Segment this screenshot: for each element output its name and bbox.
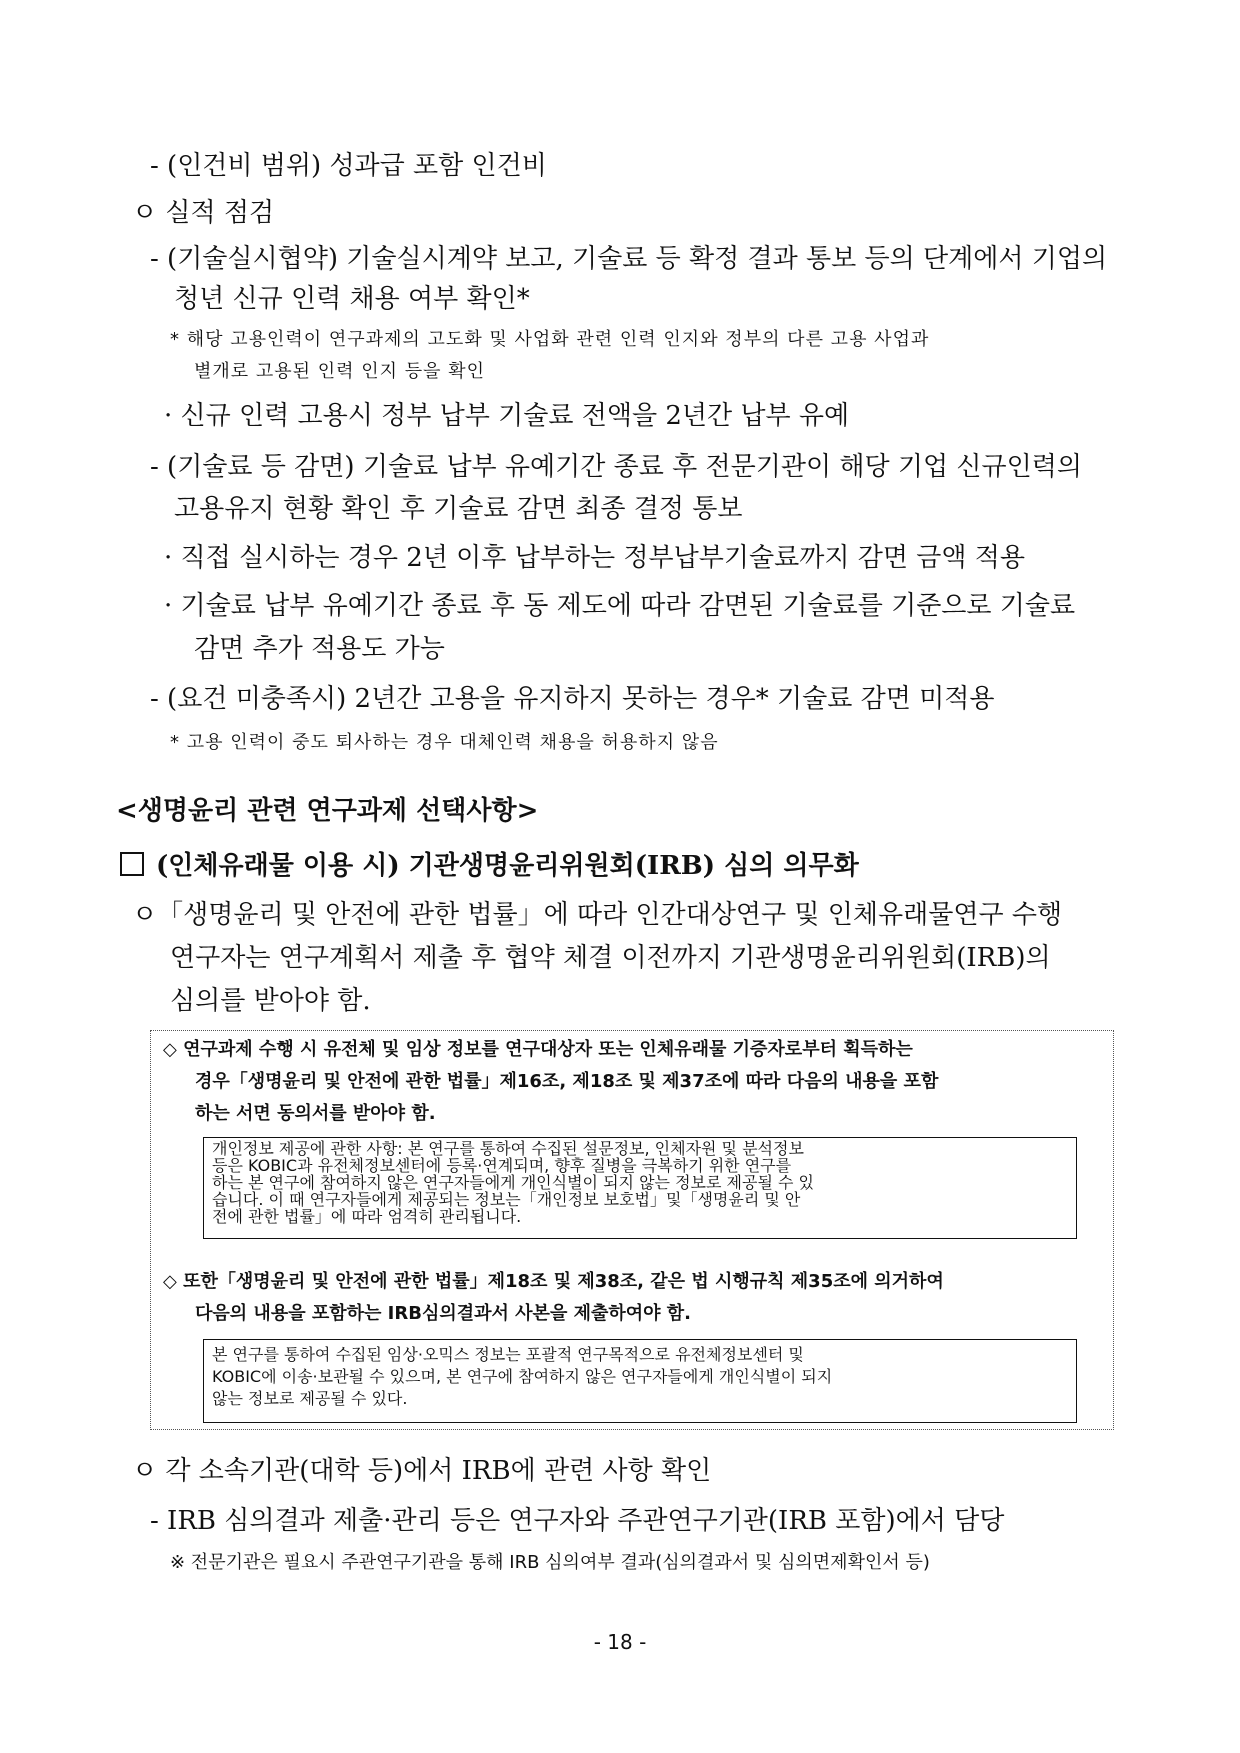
- box-bullet-1a: ◇ 연구과제 수행 시 유전체 및 임상 정보를 연구대상자 또는 인체유래물 기증자로부터 획득하는: [163, 1039, 913, 1060]
- line-deferral: · 신규 인력 고용시 정부 납부 기술료 전액을 2년간 납부 유예: [164, 401, 850, 431]
- note-reference: ※ 전문기관은 필요시 주관연구기관을 통해 IRB 심의여부 결과(심의결과서 및 심의면제확인서 등): [170, 1552, 930, 1573]
- box-bullet-1c: 하는 서면 동의서를 받아야 함.: [195, 1103, 436, 1124]
- line-law-cont2: 심의를 받아야 함.: [170, 986, 371, 1016]
- line-requirement: - (요건 미충족시) 2년간 고용을 유지하지 못하는 경우* 기술료 감면 미적용: [150, 684, 995, 714]
- consent-line-4: 습니다. 이 때 연구자들에게 제공되는 정보는「개인정보 보호법」및「생명윤리 및 안: [212, 1190, 801, 1209]
- irb-line-3: 않는 정보로 제공될 수 있다.: [212, 1389, 408, 1408]
- box-bullet-2a: ◇ 또한「생명윤리 및 안전에 관한 법률」제18조 및 제38조, 같은 법 시행규칙 제35조에 의거하여: [163, 1271, 944, 1292]
- box-bullet-2b: 다음의 내용을 포함하는 IRB심의결과서 사본을 제출하여야 함.: [195, 1303, 692, 1324]
- line-tech-agreement-cont: 청년 신규 인력 채용 여부 확인*: [174, 284, 530, 314]
- line-irb-check: ㅇ 각 소속기관(대학 등)에서 IRB에 관련 사항 확인: [132, 1456, 712, 1486]
- box-bullet-1b: 경우「생명윤리 및 안전에 관한 법률」제16조, 제18조 및 제37조에 따라 다음의 내용을 포함: [195, 1071, 939, 1092]
- consent-line-1: 개인정보 제공에 관한 사항: 본 연구를 통하여 수집된 설문정보, 인체자원 및 분석정보: [212, 1139, 804, 1158]
- line-tech-agreement: - (기술실시협약) 기술실시계약 보고, 기술료 등 확정 결과 통보 등의 단계에서 기업의: [150, 244, 1108, 274]
- irb-text-box: [203, 1339, 1077, 1423]
- line-reduction-cont: 고용유지 현황 확인 후 기술료 감면 최종 결정 통보: [174, 494, 743, 524]
- line-law-cont1: 연구자는 연구계획서 제출 후 협약 체결 이전까지 기관생명윤리위원회(IRB)의: [170, 943, 1051, 973]
- line-reduction: - (기술료 등 감면) 기술료 납부 유예기간 종료 후 전문기관이 해당 기업 신규인력의: [150, 452, 1082, 482]
- line-law: ㅇ「생명윤리 및 안전에 관한 법률」에 따라 인간대상연구 및 인체유래물연구 수행: [132, 900, 1063, 930]
- subsection-heading: [120, 845, 859, 882]
- line-performance-check: ㅇ 실적 점검: [132, 198, 275, 228]
- note-1a: * 해당 고용인력이 연구과제의 고도화 및 사업화 관련 인력 인지와 정부의 다른 고용 사업과: [170, 329, 930, 350]
- subsection-heading-text: (인체유래물 이용 시) 기관생명윤리위원회(IRB) 심의 의무화: [156, 851, 859, 881]
- irb-line-2: KOBIC에 이송·보관될 수 있으며, 본 연구에 참여하지 않은 연구자들에게 개인식별이 되지: [212, 1367, 833, 1386]
- irb-line-1: 본 연구를 통하여 수집된 임상·오믹스 정보는 포괄적 연구목적으로 유전체정보센터 및: [212, 1345, 804, 1364]
- line-direct-impl: · 직접 실시하는 경우 2년 이후 납부하는 정부납부기술료까지 감면 금액 적용: [164, 543, 1025, 573]
- consent-line-2: 등은 KOBIC과 유전체정보센터에 등록·연계되며, 향후 질병을 극복하기 위한 연구를: [212, 1156, 792, 1175]
- page-number: - 18 -: [593, 1630, 647, 1654]
- note-2: * 고용 인력이 중도 퇴사하는 경우 대체인력 채용을 허용하지 않음: [170, 732, 719, 753]
- line-additional-cont: 감면 추가 적용도 가능: [194, 634, 445, 664]
- section-heading: <생명윤리 관련 연구과제 선택사항>: [116, 796, 539, 826]
- line-personnel-range: - (인건비 범위) 성과급 포함 인건비: [150, 151, 547, 181]
- consent-line-5: 전에 관한 법률」에 따라 엄격히 관리됩니다.: [212, 1207, 522, 1226]
- line-irb-submission: - IRB 심의결과 제출·관리 등은 연구자와 주관연구기관(IRB 포함)에서 담당: [150, 1506, 1005, 1536]
- checkbox-square-icon: [120, 852, 144, 876]
- consent-line-3: 하는 본 연구에 참여하지 않은 연구자들에게 개인식별이 되지 않는 정보로 제공될 수 있: [212, 1173, 814, 1192]
- note-1b: 별개로 고용된 인력 인지 등을 확인: [194, 361, 486, 382]
- consent-text-box: [203, 1137, 1077, 1239]
- notice-box: [150, 1030, 1114, 1430]
- line-additional: · 기술료 납부 유예기간 종료 후 동 제도에 따라 감면된 기술료를 기준으로 기술료: [164, 591, 1076, 621]
